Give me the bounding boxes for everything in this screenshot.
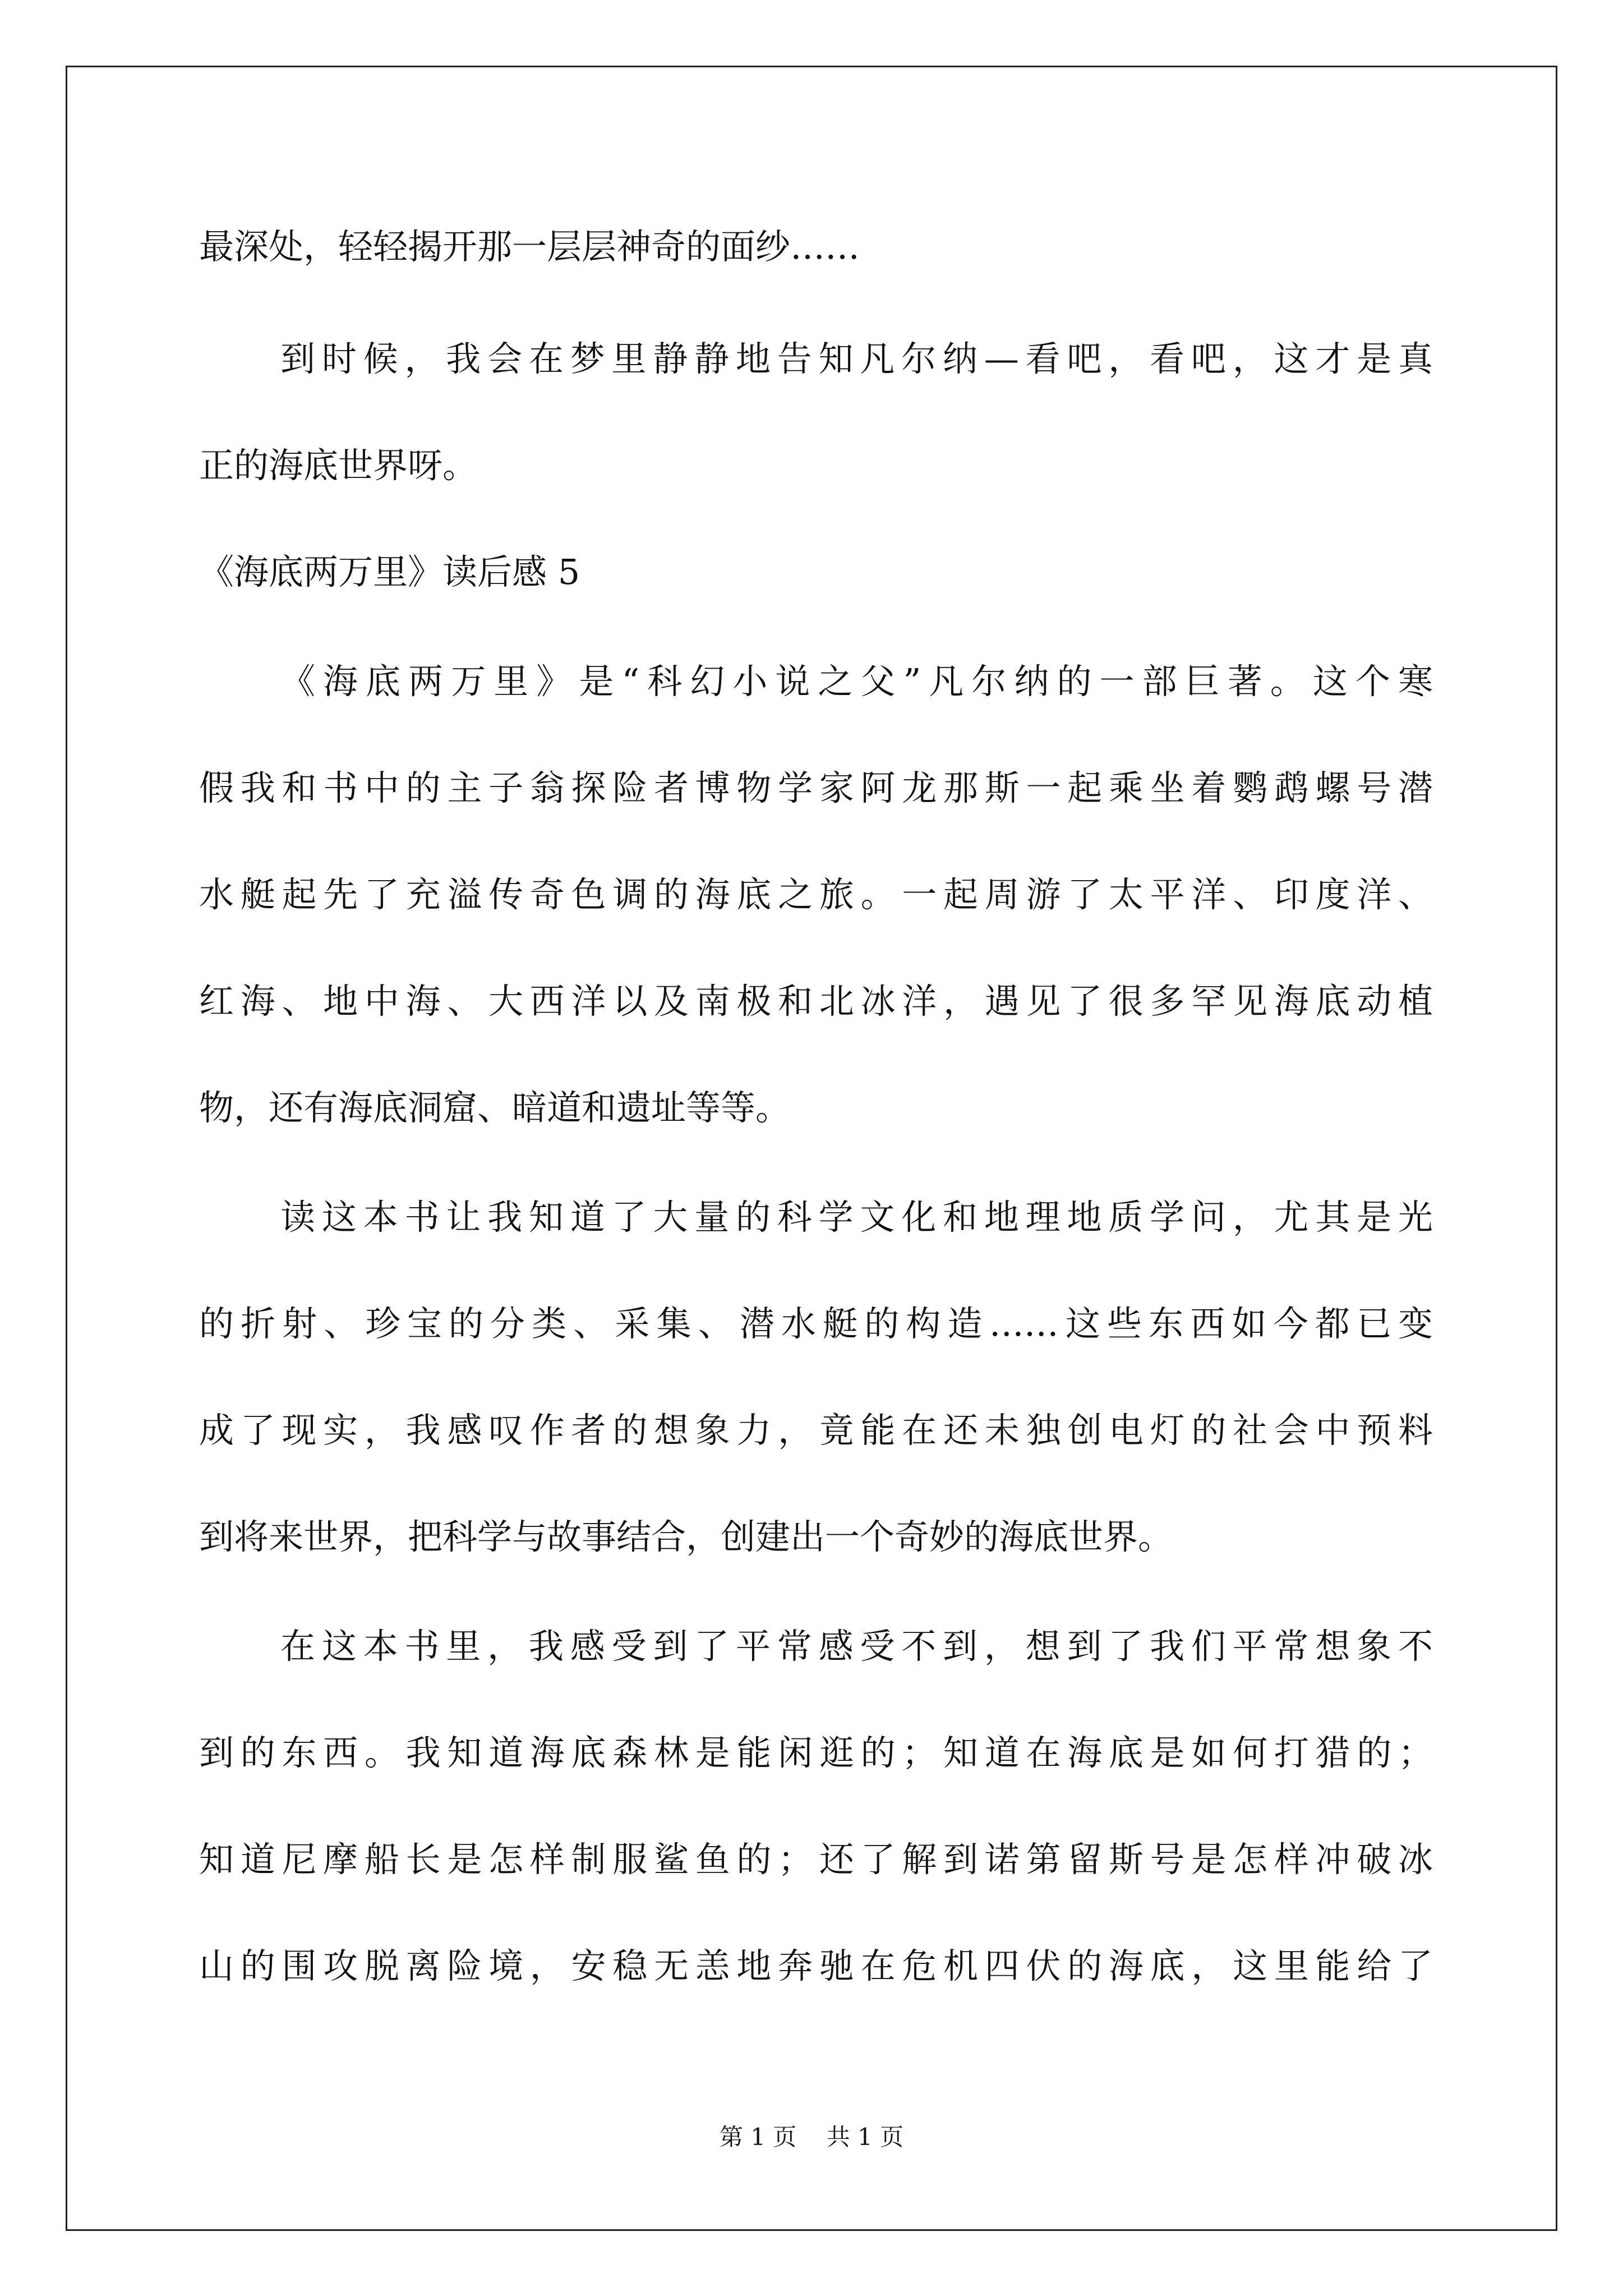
text-line: 正的海底世界呀。 bbox=[199, 445, 478, 486]
text-line: 在这本书里，我感受到了平常感受不到，想到了我们平常想象不 bbox=[280, 1626, 1433, 1667]
text-line: 《海底两万里》是“科幻小说之父”凡尔纳的一部巨著。这个寒 bbox=[280, 661, 1433, 702]
text-line: 读这本书让我知道了大量的科学文化和地理地质学问，尤其是光 bbox=[280, 1197, 1433, 1237]
page-border bbox=[66, 66, 1557, 2231]
text-line: 成了现实，我感叹作者的想象力，竟能在还未独创电灯的社会中预料 bbox=[199, 1410, 1433, 1451]
section-heading: 《海底两万里》读后感 5 bbox=[199, 551, 580, 592]
text-line: 山的围攻脱离险境，安稳无恙地奔驰在危机四伏的海底，这里能给了 bbox=[199, 1945, 1433, 1986]
text-line: 到的东西。我知道海底森林是能闲逛的；知道在海底是如何打猎的； bbox=[199, 1732, 1433, 1773]
text-line: 物，还有海底洞窟、暗道和遗址等等。 bbox=[199, 1087, 791, 1128]
text-line: 水艇起先了充溢传奇色调的海底之旅。一起周游了太平洋、印度洋、 bbox=[199, 874, 1433, 915]
text-line: 到将来世界，把科学与故事结合，创建出一个奇妙的海底世界。 bbox=[199, 1516, 1173, 1557]
page-footer: 第 1 页 共 1 页 bbox=[719, 2123, 904, 2151]
text-line: 最深处，轻轻揭开那一层层神奇的面纱…… bbox=[199, 226, 860, 267]
text-line: 的折射、珍宝的分类、采集、潜水艇的构造……这些东西如今都已变 bbox=[199, 1303, 1433, 1344]
text-line: 到时候，我会在梦里静静地告知凡尔纳—看吧，看吧，这才是真 bbox=[280, 338, 1433, 379]
text-line: 假我和书中的主子翁探险者博物学家阿龙那斯一起乘坐着鹦鹉螺号潜 bbox=[199, 767, 1433, 808]
text-line: 红海、地中海、大西洋以及南极和北冰洋，遇见了很多罕见海底动植 bbox=[199, 981, 1433, 1022]
text-line: 知道尼摩船长是怎样制服鲨鱼的；还了解到诺第留斯号是怎样冲破冰 bbox=[199, 1839, 1433, 1880]
